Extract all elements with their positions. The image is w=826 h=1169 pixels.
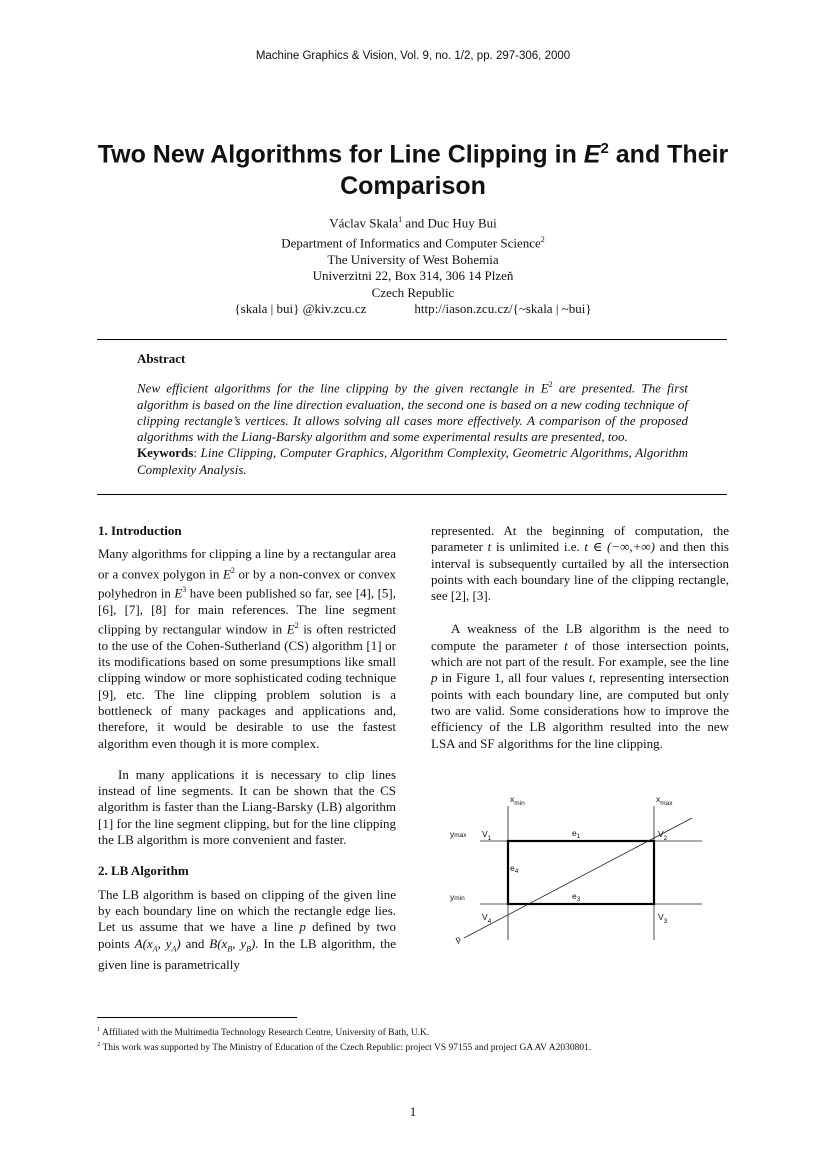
intro-p1-d: is often restricted to the use of the Cohen-Sutherland (CS) algorithm [1] or its modifications based on some presumptions like small clipping window or more sophisticated coding technique [9], etc. The line clipping problem solution is a bottleneck of many packages and applications and, therefore, it would be desirable to use the fastest algorithm even though it is more complex. <box>98 621 396 751</box>
intro-p1-sup3: 2 <box>294 621 299 631</box>
label-e3: $e_3$ <box>572 891 581 903</box>
footnote-1-text: Affiliated with the Multimedia Technology Research Centre, University of Bath, U.K. <box>100 1028 430 1039</box>
title-E: E <box>583 140 601 169</box>
keywords-label: Keywords <box>137 445 194 461</box>
abstract-text-a: New efficient algorithms for the line clipping by the given rectangle in E <box>137 380 549 396</box>
title-sup: 2 <box>600 140 609 157</box>
label-ymin: ymin <box>450 892 465 902</box>
intro-p1-a: Many algorithms for clipping a line by a rectangular area or a convex polygon in <box>98 546 396 581</box>
author-a: Václav Skala <box>329 215 399 231</box>
department: Department of Informatics and Computer Science <box>281 235 541 251</box>
section-heading-lb-algorithm: 2. LB Algorithm <box>98 863 189 879</box>
author-b: and Duc Huy Bui <box>402 215 497 231</box>
author-block <box>0 212 826 318</box>
label-v4: $V_4$ <box>482 912 492 925</box>
label-v1: $V_1$ <box>482 829 492 842</box>
label-v2: $V_2$ <box>658 829 668 842</box>
lb-p1-B-sub1: B <box>227 944 233 954</box>
intro-p1-sup2: 3 <box>182 585 187 595</box>
country: Czech Republic <box>371 284 455 300</box>
footnote-rule <box>97 1017 297 1018</box>
label-xmin: $x_{min}$ <box>510 794 525 807</box>
footnote-1-marker: 1 <box>97 1026 101 1033</box>
right-p1-b: is unlimited i.e. <box>491 539 585 555</box>
running-head: Machine Graphics & Vision, Vol. 9, no. 1/2, pp. 297-306, 2000 <box>255 50 571 62</box>
right-p2-c: in Figure 1, all four values <box>437 670 589 686</box>
lb-p1-A-mid: , y <box>157 935 172 951</box>
label-v3: $V_3$ <box>658 912 668 925</box>
department-sup: 2 <box>540 234 545 244</box>
lb-p1-B-sub2: B <box>246 944 252 954</box>
title-line1-post: and Their <box>608 140 729 169</box>
label-p: p <box>453 933 463 945</box>
label-e4: $e_4$ <box>510 863 519 875</box>
figure-1-clipping-diagram <box>440 790 720 950</box>
intro-p1-E3: E <box>286 621 295 637</box>
homepage-link[interactable]: http://iason.zcu.cz/{~skala | ~bui} <box>414 301 592 317</box>
lb-p1-A-sub2: A <box>171 944 177 954</box>
keywords: Keywords: Line Clipping, Computer Graphics, Algorithm Complexity, Geometric Algorithms, Algorithm Complexity Analysis. <box>137 445 688 477</box>
right-p2-a: A weakness of the LB algorithm is the need to compute the parameter <box>431 621 729 653</box>
right-column <box>431 523 729 752</box>
title-line1-pre: Two New Algorithms for Line Clipping in <box>97 140 584 169</box>
lb-p1-a: The LB algorithm is based on clipping of the given line by each boundary line on which the rectangle edge lies. Let us assume that we have a line <box>98 886 396 935</box>
lb-p1-B: B(x <box>209 935 228 951</box>
abstract-text-b: are presented. The first algorithm is based on the line direction evaluation, the second one is based on a new coding technique of clipping rectangle’s vertices. It allows solving all cases more effectively. A comparison of the proposed algorithms with the Liang-Barsky algorithm and some experimental results are presented, too. <box>137 380 688 445</box>
lb-p1-p: p <box>299 919 306 935</box>
right-p2-t: t <box>564 637 568 653</box>
abstract-text <box>137 377 688 445</box>
paper-title <box>70 133 756 202</box>
label-xmax: $x_{max}$ <box>656 794 673 807</box>
intro-p1-c: have been published so far, see [4], [5], [6], [7], [8] for main references. The line segment clipping by rectangular window in <box>98 585 397 637</box>
page-number: 1 <box>409 1104 417 1119</box>
footnote-2-marker: 2 <box>97 1041 101 1049</box>
lb-p1-A-end: ) <box>176 935 181 951</box>
keywords-text: Line Clipping, Computer Graphics, Algorithm Complexity, Geometric Algorithms, Algorithm Complexity Analysis. <box>137 445 688 477</box>
lb-p1-A: A(x <box>134 935 153 951</box>
right-p2-b: of those intersection points, which are not part of the result. For example, see the line <box>431 637 730 670</box>
lb-paragraph-1 <box>98 887 396 974</box>
right-paragraph-2 <box>431 621 729 751</box>
label-e1: $e_1$ <box>572 828 581 840</box>
footnotes <box>97 1024 727 1054</box>
lb-p1-b: defined by two points <box>98 919 396 951</box>
title-line2: Comparison <box>340 172 486 201</box>
footnote-1 <box>97 1024 727 1039</box>
abstract-bottom-rule <box>97 494 727 495</box>
right-p1-interval: t ∈ (−∞,+∞) <box>584 539 655 555</box>
right-p2-d: , representing intersection points with each boundary line, are computed but only two are valid. Some considerations how to improve the efficiency of the LB algorithm resulted into the new LSA and SF algorithms for the line clipping. <box>431 670 729 751</box>
intro-paragraph-2: In many applications it is necessary to clip lines instead of line segments. It can be shown that the CS algorithm is faster than the Liang-Barsky (LB) algorithm [1] for the line segment clipping, but for the line clipping the LB algorithm is more convenient and faster. <box>98 766 396 848</box>
abstract-top-rule <box>97 339 727 340</box>
abstract <box>137 351 688 478</box>
lb-p1-B-mid: , y <box>232 935 247 951</box>
lb-p1-and: and <box>180 935 210 951</box>
label-ymax: ymax <box>450 829 467 839</box>
intro-p1-E1: E <box>222 565 231 581</box>
right-p1-c: and then this interval is subsequently curtailed by all the intersection points with each boundary line of the clipping rectangle, see [2], [3]. <box>431 539 729 604</box>
abstract-sup: 2 <box>548 380 553 390</box>
lb-p1-c: In the LB algorithm, the given line is parametrically <box>98 935 396 973</box>
right-p2-t2: t <box>588 670 593 686</box>
footnote-2 <box>97 1039 727 1054</box>
abstract-heading: Abstract <box>137 351 186 366</box>
intro-paragraph-1 <box>98 546 396 752</box>
section-heading-introduction: 1. Introduction <box>98 523 182 538</box>
footnote-2-text: This work was supported by The Ministry of Education of the Czech Republic: project VS 97155 and project GA AV A2030801. <box>100 1043 592 1054</box>
author-a-sup: 1 <box>398 215 403 224</box>
intro-p1-b: or by a non-convex or convex polyhedron in <box>98 565 396 601</box>
university: The University of West Bohemia <box>327 251 499 267</box>
lb-p1-A-sub1: A <box>152 944 158 954</box>
left-column <box>98 523 396 974</box>
right-p2-p: p <box>431 670 438 686</box>
email[interactable]: {skala | bui} @kiv.zcu.cz <box>234 301 367 317</box>
clipping-rectangle <box>508 841 654 904</box>
lb-p1-B-end: ). <box>251 935 259 951</box>
intro-p1-E2: E <box>174 585 183 601</box>
address: Univerzitni 22, Box 314, 306 14 Plzeň <box>312 268 514 284</box>
right-paragraph-1 <box>431 523 729 604</box>
right-p1-a: represented. At the beginning of computation, the parameter <box>431 523 729 555</box>
intro-p1-sup1: 2 <box>230 565 235 575</box>
right-p1-t: t <box>487 539 492 555</box>
